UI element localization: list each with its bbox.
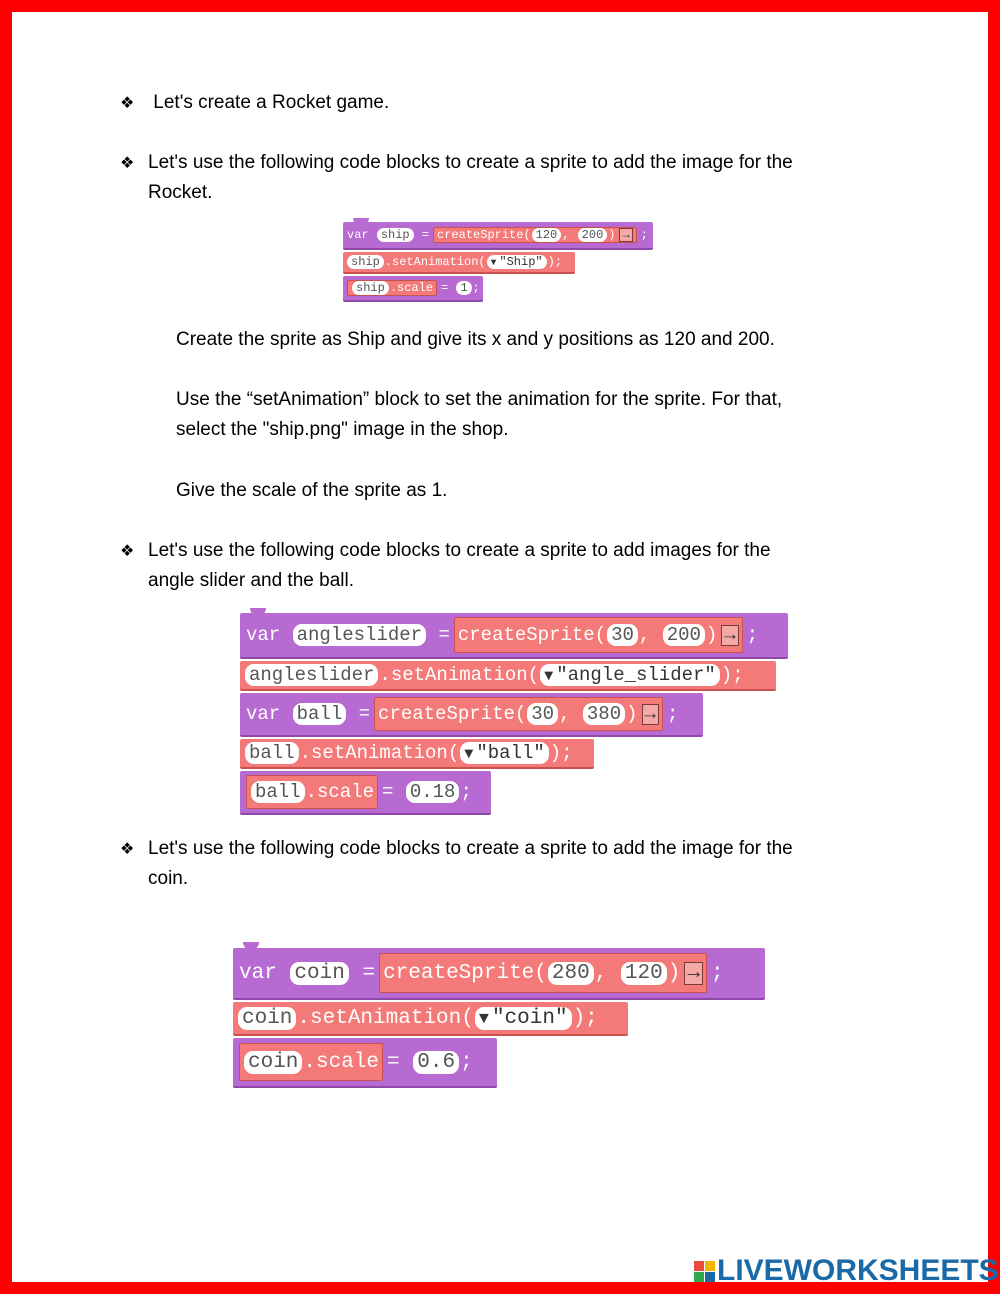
logo-mark-icon <box>694 1261 715 1282</box>
create-sprite-call: createSprite( 120 , 200 ) → <box>433 227 637 243</box>
coin-animation-block: coin .setAnimation( ▼ "coin" ); <box>233 1002 628 1036</box>
create-sprite-call: createSprite( 30 , 380 ) → <box>374 697 663 731</box>
logo-text: LIVEWORKSHEETS <box>717 1254 999 1287</box>
dropdown-icon: ▼ <box>464 745 474 763</box>
ball-scale-block: ball .scale = 0.18 ; <box>240 771 491 815</box>
ship-create-block: var ship = createSprite( 120 , 200 ) → ; <box>343 222 653 250</box>
bullet-diamond-icon: ❖ <box>120 839 135 858</box>
paragraph-create-sprite: Create the sprite as Ship and give its x and y positions as 120 and 200. <box>176 329 775 350</box>
create-sprite-call: createSprite( 280 , 120 ) → <box>379 953 707 993</box>
dropdown-icon: ▼ <box>490 257 497 268</box>
slider-animation-block: angleslider .setAnimation( ▼ "angle_slider" ); <box>240 661 776 691</box>
slider-create-block: var angleslider = createSprite( 30 , 200 ) → ; <box>240 613 788 659</box>
create-sprite-call: createSprite( 30 , 200 ) → <box>454 617 743 653</box>
bullet-text-line2: Rocket. <box>148 182 213 203</box>
arrow-icon: → <box>619 228 632 242</box>
dropdown-icon: ▼ <box>544 667 554 685</box>
ship-scale-block: ship .scale = 1 ; <box>343 276 483 302</box>
bullet-text-line1: Let's use the following code blocks to create a sprite to add the image for the <box>148 152 793 173</box>
coin-create-block: var coin = createSprite( 280 , 120 ) → ; <box>233 948 765 1000</box>
arrow-icon: → <box>642 704 659 725</box>
ball-create-block: var ball = createSprite( 30 , 380 ) → ; <box>240 693 703 737</box>
bullet-text-line1: Let's use the following code blocks to create a sprite to add images for the <box>148 540 771 561</box>
paragraph-set-animation-line2: select the "ship.png" image in the shop. <box>176 419 509 440</box>
dropdown-icon: ▼ <box>478 1009 489 1029</box>
bullet-text-line2: angle slider and the ball. <box>148 570 354 591</box>
arrow-icon: → <box>684 962 703 985</box>
bullet-diamond-icon: ❖ <box>120 541 135 560</box>
ship-animation-block: ship .setAnimation( ▼ "Ship" ); <box>343 252 575 274</box>
bullet-text-line2: coin. <box>148 868 189 889</box>
liveworksheets-logo <box>694 1254 999 1288</box>
bullet-diamond-icon: ❖ <box>120 93 135 112</box>
paragraph-set-animation-line1: Use the “setAnimation” block to set the animation for the sprite. For that, <box>176 389 783 410</box>
bullet-text-line1: Let's use the following code blocks to create a sprite to add the image for the <box>148 838 793 859</box>
paragraph-scale: Give the scale of the sprite as 1. <box>176 480 448 501</box>
bullet-text: Let's create a Rocket game. <box>148 92 390 113</box>
coin-scale-block: coin .scale = 0.6 ; <box>233 1038 497 1088</box>
arrow-icon: → <box>721 625 738 646</box>
ball-animation-block: ball .setAnimation( ▼ "ball" ); <box>240 739 594 769</box>
bullet-diamond-icon: ❖ <box>120 153 135 172</box>
